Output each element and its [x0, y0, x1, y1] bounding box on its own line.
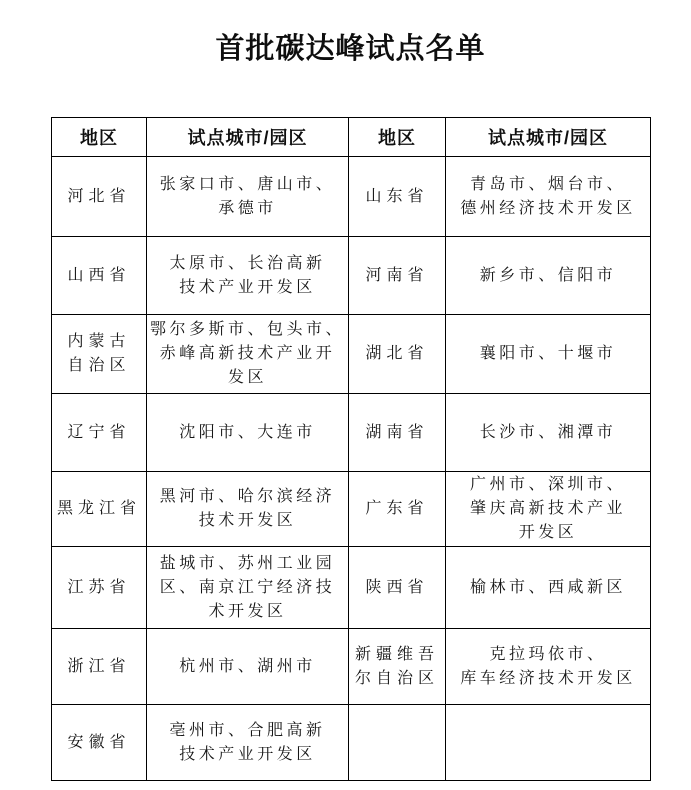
cities-cell: 沈阳市、大连市: [147, 394, 349, 472]
region-cell: 浙江省: [52, 629, 147, 705]
cities-cell: 长沙市、湘潭市: [446, 394, 651, 472]
table-row: [52, 157, 651, 237]
table-row: [52, 472, 651, 547]
region-cell: 湖南省: [349, 394, 446, 472]
page-title: 首批碳达峰试点名单: [215, 33, 486, 65]
cities-cell: 亳州市、合肥高新 技术产业开发区: [147, 705, 349, 781]
region-cell: 河南省: [349, 237, 446, 315]
cities-cell: 克拉玛依市、 库车经济技术开发区: [446, 629, 651, 705]
cities-cell: 黑河市、哈尔滨经济 技术开发区: [147, 472, 349, 547]
table-row: [52, 315, 651, 394]
pilot-list-table: [51, 117, 651, 781]
cities-cell: 张家口市、唐山市、 承德市: [147, 157, 349, 237]
region-cell: 新疆维吾 尔自治区: [349, 629, 446, 705]
cities-cell: 青岛市、烟台市、 德州经济技术开发区: [446, 157, 651, 237]
cities-cell: 盐城市、苏州工业园 区、南京江宁经济技 术开发区: [147, 547, 349, 629]
region-cell: 陕西省: [349, 547, 446, 629]
region-cell: 山西省: [52, 237, 147, 315]
table-header-row: [52, 118, 651, 157]
region-cell: 山东省: [349, 157, 446, 237]
header-region-left: 地区: [52, 118, 147, 157]
cities-cell: 榆林市、西咸新区: [446, 547, 651, 629]
table-row: [52, 394, 651, 472]
region-cell: 内蒙古 自治区: [52, 315, 147, 394]
region-cell: 黑龙江省: [52, 472, 147, 547]
cities-cell: 新乡市、信阳市: [446, 237, 651, 315]
cities-cell: 襄阳市、十堰市: [446, 315, 651, 394]
header-cities-right: 试点城市/园区: [446, 118, 651, 157]
cities-cell: 太原市、长治高新 技术产业开发区: [147, 237, 349, 315]
region-cell: [349, 705, 446, 781]
header-region-right: 地区: [349, 118, 446, 157]
region-cell: 江苏省: [52, 547, 147, 629]
table-row: [52, 237, 651, 315]
region-cell: 安徽省: [52, 705, 147, 781]
region-cell: 河北省: [52, 157, 147, 237]
cities-cell: 杭州市、湖州市: [147, 629, 349, 705]
region-cell: 湖北省: [349, 315, 446, 394]
header-cities-left: 试点城市/园区: [147, 118, 349, 157]
cities-cell: [446, 705, 651, 781]
region-cell: 辽宁省: [52, 394, 147, 472]
cities-cell: 广州市、深圳市、 肇庆高新技术产业 开发区: [446, 472, 651, 547]
table-row: [52, 705, 651, 781]
cities-cell: 鄂尔多斯市、包头市、 赤峰高新技术产业开 发区: [147, 315, 349, 394]
table-row: [52, 547, 651, 629]
table-row: [52, 629, 651, 705]
region-cell: 广东省: [349, 472, 446, 547]
